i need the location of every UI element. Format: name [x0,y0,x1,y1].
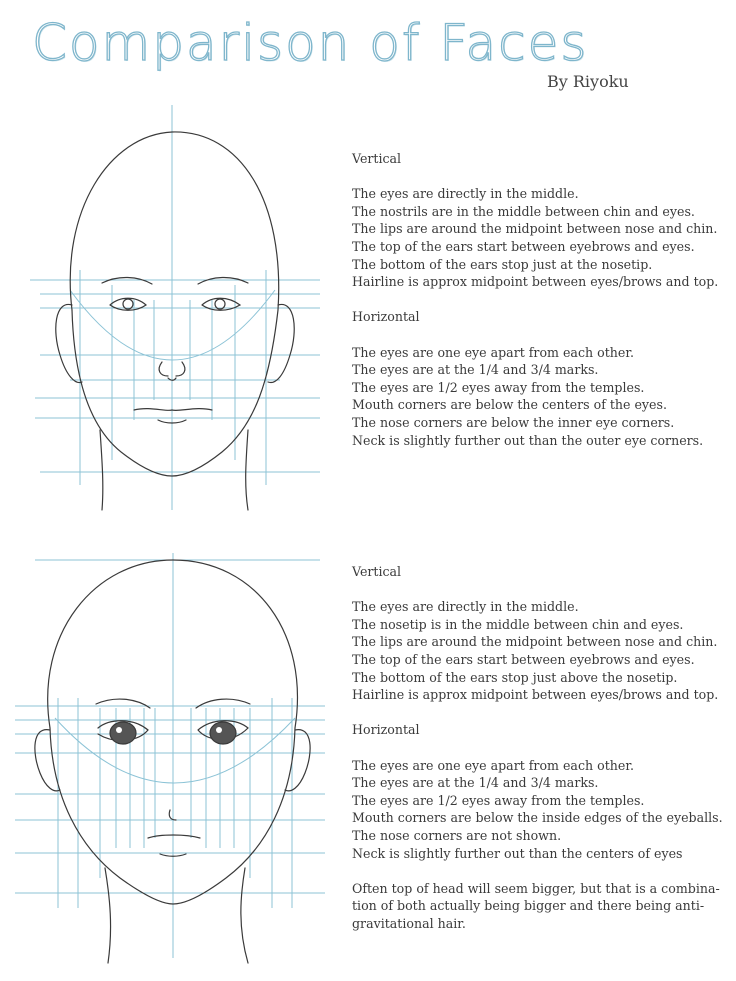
proportion-guide-lines [30,105,320,510]
note-line: The eyes are one eye apart from each other. [352,757,634,773]
proportion-guide-lines [15,553,325,958]
face-outline [56,132,294,510]
closing-note-line: gravitational hair. [352,915,466,931]
note-line: The eyes are at the 1/4 and 3/4 marks. [352,775,599,791]
note-line: The lips are around the midpoint between nose and chin. [352,221,718,237]
page-title: Comparison of Faces [32,14,589,72]
anime-face-sketch [10,548,330,973]
closing-note [352,880,732,933]
vertical-notes-list [352,598,732,704]
realistic-face-sketch [30,100,330,520]
author-byline: By Riyoku [547,72,629,91]
note-line: Neck is slightly further out than the outer eye corners. [352,432,704,448]
horizontal-notes-list [352,757,732,863]
note-line: The lips are around the midpoint between nose and chin. [352,634,718,650]
vertical-heading: Vertical [352,564,402,579]
note-line: The top of the ears start between eyebrows and eyes. [352,651,695,667]
note-line: The bottom of the ears stop just at the nosetip. [352,256,653,272]
vertical-heading: Vertical [352,151,402,166]
note-line: Hairline is approx midpoint between eyes/brows and top. [352,274,719,290]
note-line: Neck is slightly further out than the centers of eyes [352,845,683,861]
anime-face-notes [352,563,732,932]
horizontal-heading: Horizontal [352,309,420,325]
note-line: The eyes are directly in the middle. [352,186,579,202]
vertical-notes-list [352,185,732,291]
note-line: The eyes are at the 1/4 and 3/4 marks. [352,362,599,378]
note-line: The eyes are one eye apart from each other. [352,344,634,360]
realistic-face-diagram [30,100,330,520]
note-line: Hairline is approx midpoint between eyes/brows and top. [352,687,719,703]
realistic-face-notes [352,150,732,467]
note-line: The eyes are 1/2 eyes away from the temples. [352,792,645,808]
note-line: Mouth corners are below the inside edges of the eyeballs. [352,810,723,826]
note-line: Mouth corners are below the centers of the eyes. [352,397,667,413]
closing-note-line: tion of both actually being bigger and there being anti- [352,898,705,914]
horizontal-notes-list [352,344,732,450]
note-line: The bottom of the ears stop just above the nosetip. [352,669,678,685]
note-line: The nose corners are not shown. [352,827,562,843]
note-line: The eyes are 1/2 eyes away from the temples. [352,379,645,395]
note-line: The nose corners are below the inner eye corners. [352,414,675,430]
note-line: The top of the ears start between eyebrows and eyes. [352,238,695,254]
note-line: The nostrils are in the middle between chin and eyes. [352,203,695,219]
horizontal-heading: Horizontal [352,722,420,738]
note-line: The eyes are directly in the middle. [352,599,579,615]
note-line: The nosetip is in the middle between chin and eyes. [352,616,684,632]
anime-face-diagram [10,548,330,973]
closing-note-line: Often top of head will seem bigger, but that is a combina- [352,880,720,896]
